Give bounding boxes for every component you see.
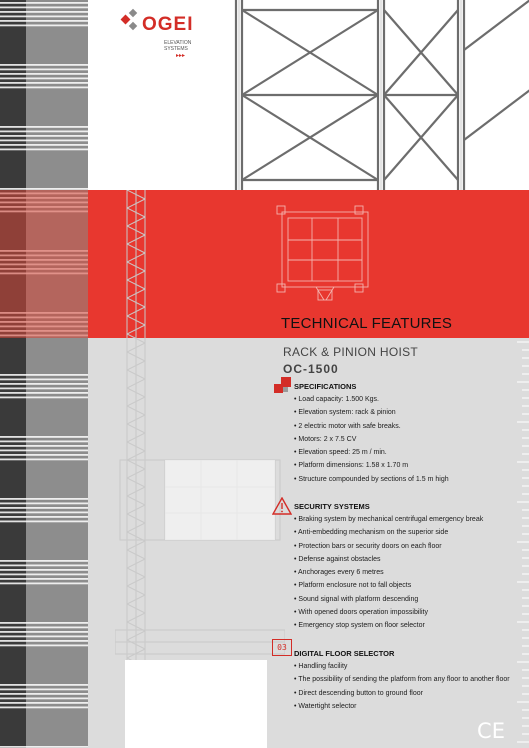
red-squares-icon	[272, 377, 292, 395]
brand-subtitle-line2: SYSTEMS	[164, 46, 188, 52]
list-item: • Platform enclosure not to fall objects	[294, 579, 519, 592]
list-item: • Elevation system: rack & pinion	[294, 406, 519, 419]
list-item: • The possibility of sending the platform from any floor to another floor	[294, 673, 512, 686]
product-type: RACK & PINION HOIST	[283, 345, 419, 359]
security-systems-list	[294, 513, 519, 633]
list-item: • Load capacity: 1.500 Kgs.	[294, 393, 519, 406]
list-item: • Elevation speed: 25 m / min.	[294, 446, 519, 459]
product-model: OC-1500	[283, 362, 339, 376]
list-item: • Anti-embedding mechanism on the superior side	[294, 526, 519, 539]
list-item: • Handling facility	[294, 660, 512, 673]
brand-arrows-icon: ▸▸▸	[176, 53, 186, 59]
list-item: • Sound signal with platform descending	[294, 593, 519, 606]
warning-triangle-icon	[272, 497, 292, 515]
list-item: • Motors: 2 x 7.5 CV	[294, 433, 519, 446]
security-systems-title: SECURITY SYSTEMS	[294, 502, 370, 511]
digital-floor-selector-title: DIGITAL FLOOR SELECTOR	[294, 649, 395, 658]
list-item: • With opened doors operation impossibility	[294, 606, 519, 619]
specifications-list	[294, 393, 519, 486]
page-title: TECHNICAL FEATURES	[281, 315, 453, 332]
list-item: • 2 electric motor with safe breaks.	[294, 420, 519, 433]
footer-white-box	[125, 660, 267, 748]
specifications-title: SPECIFICATIONS	[294, 382, 357, 391]
list-item: • Watertight selector	[294, 700, 512, 713]
ce-mark-icon	[472, 718, 510, 742]
red-band-overlay	[0, 190, 88, 338]
digital-display-text: 03	[277, 643, 287, 652]
mast-and-platform-drawing	[115, 190, 285, 660]
list-item: • Structure compounded by sections of 1.5 m high	[294, 473, 519, 486]
list-item: • Anchorages every 6 metres	[294, 566, 519, 579]
ce-mark-text: CE	[477, 719, 505, 742]
list-item: • Braking system by mechanical centrifugal emergency break	[294, 513, 519, 526]
cabin-drawing	[272, 200, 382, 305]
list-item: • Emergency stop system on floor selector	[294, 619, 519, 632]
brand-subtitle-line1: ELEVATION	[164, 40, 192, 46]
list-item: • Protection bars or security doors on each floor	[294, 540, 519, 553]
list-item: • Defense against obstacles	[294, 553, 519, 566]
brand-name: OGEI	[142, 14, 194, 35]
digital-floor-selector-list	[294, 660, 512, 713]
list-item: • Platform dimensions: 1.58 x 1.70 m	[294, 459, 519, 472]
list-item: • Direct descending button to ground floor	[294, 687, 512, 700]
digital-display-icon	[272, 639, 292, 656]
tower-structure-illustration	[228, 0, 529, 190]
brand-subtitle	[164, 40, 191, 52]
